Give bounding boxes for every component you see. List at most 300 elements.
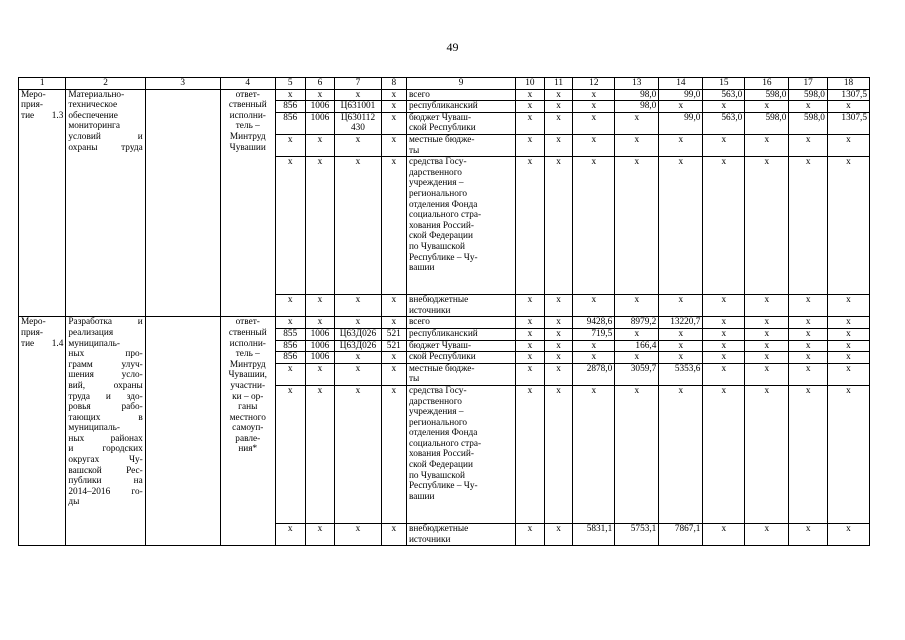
year-value: x <box>516 363 545 385</box>
year-value: x <box>544 363 573 385</box>
year-value: x <box>516 352 545 364</box>
year-value: x <box>516 112 545 134</box>
year-value: x <box>544 112 573 134</box>
year-value: x <box>659 134 703 156</box>
budget-code-c8: x <box>381 363 406 385</box>
budget-code-c5: x <box>275 295 305 317</box>
budget-code-c5: 856 <box>275 340 305 352</box>
year-value: x <box>789 363 828 385</box>
year-value: x <box>789 385 828 523</box>
responsible-executor-line: исполни- <box>229 338 266 349</box>
measure-title <box>66 89 145 317</box>
year-value: x <box>745 157 789 295</box>
year-value: 3059,7 <box>615 363 659 385</box>
year-value: 98,0 <box>615 101 659 113</box>
measure-title-line: ровья рабо- <box>68 402 143 413</box>
year-value: 5831,1 <box>573 523 615 545</box>
year-value: 598,0 <box>745 112 789 134</box>
funding-source <box>406 157 515 295</box>
year-value: 2878,0 <box>573 363 615 385</box>
header-row <box>19 78 870 90</box>
year-value: 5353,6 <box>659 363 703 385</box>
responsible-executor-line: ки – ор- <box>232 391 264 402</box>
year-value: x <box>703 340 745 352</box>
responsible-executor-line: равле- <box>235 433 261 444</box>
measure-title-line: мониторинга <box>68 121 121 132</box>
year-value: x <box>745 317 789 329</box>
column-number: 17 <box>789 78 828 90</box>
budget-code-c5: 856 <box>275 112 305 134</box>
year-value: x <box>703 157 745 295</box>
funding-source-line: учреждения – <box>408 407 464 418</box>
funding-source <box>406 101 515 113</box>
budget-code-c6: x <box>305 295 335 317</box>
measure-title-line: вий, охраны <box>68 380 143 391</box>
year-value: x <box>703 134 745 156</box>
funding-source <box>406 352 515 364</box>
year-value: x <box>659 328 703 340</box>
funding-source-line: внебюджетные <box>408 295 469 306</box>
budget-code-c8: x <box>381 317 406 329</box>
funding-source <box>406 89 515 101</box>
budget-code-c7: Ц630112 430 <box>335 112 381 134</box>
year-value: x <box>827 340 869 352</box>
column-number: 16 <box>745 78 789 90</box>
budget-table <box>18 77 870 546</box>
measure-title-line: публики на <box>68 476 143 487</box>
budget-code-c7: x <box>335 134 381 156</box>
responsible-executor-line: Минтруд <box>229 131 266 142</box>
budget-code-c6: x <box>305 363 335 385</box>
year-value: x <box>573 340 615 352</box>
funding-source-line: источники <box>408 305 451 316</box>
funding-source <box>406 112 515 134</box>
responsible-executor-line: Минтруд <box>229 359 266 370</box>
column-number: 3 <box>145 78 220 90</box>
budget-code-c7: x <box>335 363 381 385</box>
budget-code-c8: x <box>381 101 406 113</box>
responsible-executor-line: ганы <box>238 402 258 413</box>
year-value: x <box>703 101 745 113</box>
budget-code-c8: x <box>381 134 406 156</box>
measure-title-line: труда и здо- <box>68 391 143 402</box>
year-value: 98,0 <box>615 89 659 101</box>
funding-source-line: ской Республики <box>408 352 476 363</box>
year-value: x <box>659 340 703 352</box>
measure-number-line: тие 1.3 <box>21 110 64 121</box>
measure-title-line: 2014–2016 го- <box>68 486 143 497</box>
budget-code-c8: x <box>381 157 406 295</box>
budget-code-c7: Ц63Д026 <box>335 340 381 352</box>
measure-title-line: ных про- <box>68 349 143 360</box>
year-value: x <box>573 385 615 523</box>
column-number: 13 <box>615 78 659 90</box>
year-value: x <box>544 523 573 545</box>
budget-code-c5: x <box>275 363 305 385</box>
column-number: 1 <box>19 78 66 90</box>
responsible-executor-line: ственный <box>228 327 267 338</box>
funding-source-line: по Чувашской <box>408 470 465 481</box>
year-value: x <box>615 134 659 156</box>
year-value: x <box>615 112 659 134</box>
funding-source-line: бюджет Чуваш- <box>408 340 472 351</box>
budget-code-c5: x <box>275 134 305 156</box>
responsible-executor-line: ственный <box>228 100 267 111</box>
measure-number-line: прия- <box>21 100 43 111</box>
responsible-executor-line: ответ- <box>235 317 260 328</box>
year-value: x <box>659 157 703 295</box>
year-value: x <box>789 352 828 364</box>
year-value: x <box>516 328 545 340</box>
year-value: x <box>789 317 828 329</box>
year-value: x <box>703 352 745 364</box>
funding-source-line: по Чувашской <box>408 241 465 252</box>
funding-source <box>406 385 515 523</box>
budget-code-c6: 1006 <box>305 340 335 352</box>
year-value: x <box>827 317 869 329</box>
year-value: x <box>745 134 789 156</box>
year-value: x <box>573 89 615 101</box>
year-value: x <box>615 157 659 295</box>
budget-code-c7: x <box>335 523 381 545</box>
year-value: x <box>659 295 703 317</box>
funding-source-line: местные бюдже- <box>408 363 475 374</box>
responsible-executor-line: ответ- <box>235 89 260 100</box>
budget-code-c7: x <box>335 295 381 317</box>
responsible-executor-line: Чувашии <box>229 142 266 153</box>
funding-source-line: хования Россий- <box>408 220 474 231</box>
budget-code-c7: x <box>335 317 381 329</box>
year-value: x <box>789 340 828 352</box>
measure-title-line: техническое <box>68 100 118 111</box>
year-value: x <box>789 523 828 545</box>
funding-source-line: социального стра- <box>408 438 482 449</box>
empty-cell <box>145 89 220 317</box>
year-value: x <box>789 157 828 295</box>
year-value: x <box>789 134 828 156</box>
year-value: x <box>544 295 573 317</box>
funding-source <box>406 363 515 385</box>
year-value: x <box>615 352 659 364</box>
budget-code-c6: 1006 <box>305 328 335 340</box>
budget-code-c7: x <box>335 352 381 364</box>
year-value: x <box>703 523 745 545</box>
measure-title-line: Разработка и <box>68 317 143 328</box>
responsible-executor-line: ния* <box>238 444 258 455</box>
year-value: x <box>544 317 573 329</box>
year-value: x <box>516 101 545 113</box>
budget-code-c5: x <box>275 385 305 523</box>
budget-code-c5: 856 <box>275 352 305 364</box>
measure-title-line: муниципаль- <box>68 338 120 349</box>
budget-code-c6: x <box>305 385 335 523</box>
budget-code-c5: 856 <box>275 101 305 113</box>
year-value: x <box>516 89 545 101</box>
funding-source-line: местные бюдже- <box>408 134 475 145</box>
funding-source <box>406 523 515 545</box>
funding-source-line: вашии <box>408 491 435 502</box>
year-value: x <box>544 352 573 364</box>
year-value: x <box>827 157 869 295</box>
year-value: 1307,5 <box>827 112 869 134</box>
column-number: 7 <box>335 78 381 90</box>
responsible-executor-line: тель – <box>235 349 260 360</box>
funding-source-line: регионального <box>408 188 468 199</box>
responsible-executor-line: Чувашии, <box>228 370 268 381</box>
funding-source-line: источники <box>408 534 451 545</box>
column-number: 8 <box>381 78 406 90</box>
year-value: x <box>516 295 545 317</box>
column-number: 14 <box>659 78 703 90</box>
measure-title-line: ды <box>68 497 80 508</box>
year-value: x <box>544 89 573 101</box>
year-value: x <box>827 385 869 523</box>
year-value: x <box>827 295 869 317</box>
year-value: x <box>659 101 703 113</box>
budget-code-c6: 1006 <box>305 101 335 113</box>
year-value: x <box>703 317 745 329</box>
year-value: 7867,1 <box>659 523 703 545</box>
column-number: 11 <box>544 78 573 90</box>
year-value: 166,4 <box>615 340 659 352</box>
year-value: x <box>827 101 869 113</box>
budget-code-c8: x <box>381 352 406 364</box>
budget-code-c7: Ц63Д026 <box>335 328 381 340</box>
funding-source-line: дарственного <box>408 167 462 178</box>
year-value: x <box>745 363 789 385</box>
measure-title-line: условий и <box>68 131 143 142</box>
budget-code-c6: 1006 <box>305 112 335 134</box>
funding-source-line: Республике – Чу- <box>408 252 478 263</box>
year-value: x <box>659 352 703 364</box>
year-value: 8979,2 <box>615 317 659 329</box>
budget-code-c8: x <box>381 295 406 317</box>
column-number: 2 <box>66 78 145 90</box>
responsible-executor <box>220 317 275 546</box>
measure-number-line: прия- <box>21 327 43 338</box>
measure-number <box>19 89 66 317</box>
funding-source-line: республиканский <box>408 328 478 339</box>
measure-title-line: обеспечение <box>68 110 118 121</box>
budget-code-c8: x <box>381 89 406 101</box>
year-value: x <box>573 101 615 113</box>
funding-source-line: хования Россий- <box>408 449 474 460</box>
funding-source-line: отделения Фонда <box>408 428 478 439</box>
year-value: 598,0 <box>789 112 828 134</box>
measure-title-line: муниципаль- <box>68 423 120 434</box>
funding-source <box>406 340 515 352</box>
budget-code-c6: x <box>305 89 335 101</box>
year-value: x <box>516 340 545 352</box>
budget-code-c7: x <box>335 89 381 101</box>
year-value: x <box>827 134 869 156</box>
measure-title-line: Материально- <box>68 89 125 100</box>
year-value: x <box>745 340 789 352</box>
measure-number-line: тие 1.4 <box>21 338 64 349</box>
funding-source-line: республиканский <box>408 101 478 112</box>
year-value: x <box>544 134 573 156</box>
responsible-executor-line: участни- <box>230 380 266 391</box>
funding-source-line: средства Госу- <box>408 157 467 168</box>
budget-code-c7: Ц631001 <box>335 101 381 113</box>
measure-title-line: вашской Рес- <box>68 465 143 476</box>
year-value: x <box>573 295 615 317</box>
column-number: 10 <box>516 78 545 90</box>
funding-source <box>406 328 515 340</box>
budget-code-c6: 1006 <box>305 352 335 364</box>
funding-source <box>406 134 515 156</box>
column-number: 15 <box>703 78 745 90</box>
year-value: x <box>516 157 545 295</box>
funding-source-line: ты <box>408 145 420 156</box>
year-value: x <box>573 352 615 364</box>
year-value: x <box>544 328 573 340</box>
year-value: x <box>615 385 659 523</box>
responsible-executor-line: тель – <box>235 121 260 132</box>
measure-number-line: Меро- <box>21 89 46 100</box>
budget-code-c5: 855 <box>275 328 305 340</box>
budget-code-c6: x <box>305 134 335 156</box>
budget-code-c5: x <box>275 317 305 329</box>
measure-title-line: и городских <box>68 444 143 455</box>
year-value: x <box>544 101 573 113</box>
column-number: 9 <box>406 78 515 90</box>
funding-source-line: ской Федерации <box>408 460 473 471</box>
measure-title-line: охраны труда <box>68 142 143 153</box>
year-value: x <box>544 157 573 295</box>
budget-code-c5: x <box>275 523 305 545</box>
budget-code-c5: x <box>275 89 305 101</box>
measure-number <box>19 317 66 546</box>
measure-title-line: тающих в <box>68 412 143 423</box>
year-value: x <box>827 328 869 340</box>
responsible-executor-line: исполни- <box>229 110 266 121</box>
measure-title-line: реализация <box>68 327 114 338</box>
responsible-executor-line: местного <box>229 412 266 423</box>
column-number: 12 <box>573 78 615 90</box>
year-value: x <box>789 295 828 317</box>
measure-title-line: грамм улуч- <box>68 359 143 370</box>
responsible-executor-line: самоуп- <box>232 423 264 434</box>
funding-source-line: ской Республики <box>408 123 476 134</box>
budget-code-c8: 521 <box>381 340 406 352</box>
year-value: 719,5 <box>573 328 615 340</box>
table-row <box>19 317 870 329</box>
year-value: x <box>573 134 615 156</box>
year-value: 598,0 <box>745 89 789 101</box>
page-number: 49 <box>446 40 459 54</box>
year-value: x <box>827 363 869 385</box>
year-value: x <box>789 101 828 113</box>
budget-code-c7: x <box>335 157 381 295</box>
year-value: x <box>544 340 573 352</box>
year-value: x <box>745 352 789 364</box>
year-value: x <box>827 352 869 364</box>
measure-title-line: ных районах <box>68 433 143 444</box>
year-value: x <box>703 385 745 523</box>
year-value: x <box>615 328 659 340</box>
year-value: x <box>659 385 703 523</box>
year-value: x <box>789 328 828 340</box>
year-value: 563,0 <box>703 112 745 134</box>
year-value: x <box>745 101 789 113</box>
funding-source-line: всего <box>408 317 430 328</box>
budget-code-c6: x <box>305 523 335 545</box>
empty-cell <box>145 317 220 546</box>
budget-code-c8: x <box>381 523 406 545</box>
year-value: x <box>573 112 615 134</box>
funding-source-line: ской Федерации <box>408 231 473 242</box>
budget-code-c6: x <box>305 157 335 295</box>
year-value: 9428,6 <box>573 317 615 329</box>
funding-source-line: средства Госу- <box>408 385 467 396</box>
budget-code-c8: x <box>381 112 406 134</box>
column-number: 6 <box>305 78 335 90</box>
year-value: x <box>544 385 573 523</box>
funding-source-line: социального стра- <box>408 210 482 221</box>
year-value: 1307,5 <box>827 89 869 101</box>
year-value: x <box>615 295 659 317</box>
year-value: x <box>703 295 745 317</box>
year-value: 99,0 <box>659 89 703 101</box>
table-row <box>19 89 870 101</box>
funding-source <box>406 317 515 329</box>
budget-code-c8: x <box>381 385 406 523</box>
funding-source-line: отделения Фонда <box>408 199 478 210</box>
funding-source-line: бюджет Чуваш- <box>408 112 472 123</box>
measure-number-line: Меро- <box>21 317 46 328</box>
year-value: x <box>827 523 869 545</box>
year-value: 13220,7 <box>659 317 703 329</box>
budget-code-c6: x <box>305 317 335 329</box>
funding-source-line: Республике – Чу- <box>408 481 478 492</box>
column-number: 5 <box>275 78 305 90</box>
funding-source-line: учреждения – <box>408 178 464 189</box>
year-value: 99,0 <box>659 112 703 134</box>
year-value: x <box>516 317 545 329</box>
year-value: x <box>516 523 545 545</box>
funding-source-line: вашии <box>408 263 435 274</box>
year-value: x <box>745 295 789 317</box>
year-value: 5753,1 <box>615 523 659 545</box>
year-value: x <box>745 328 789 340</box>
year-value: x <box>703 328 745 340</box>
funding-source-line: внебюджетные <box>408 523 469 534</box>
column-number: 18 <box>827 78 869 90</box>
year-value: x <box>745 523 789 545</box>
budget-code-c7: x <box>335 385 381 523</box>
funding-source-line: ты <box>408 374 420 385</box>
funding-source-line: регионального <box>408 417 468 428</box>
funding-source-line: всего <box>408 89 430 100</box>
year-value: x <box>516 134 545 156</box>
responsible-executor <box>220 89 275 317</box>
funding-source <box>406 295 515 317</box>
year-value: x <box>745 385 789 523</box>
year-value: 563,0 <box>703 89 745 101</box>
funding-source-line: дарственного <box>408 396 462 407</box>
year-value: x <box>703 363 745 385</box>
measure-title-line: шения усло- <box>68 370 143 381</box>
year-value: x <box>516 385 545 523</box>
budget-code-c8: 521 <box>381 328 406 340</box>
budget-code-c5: x <box>275 157 305 295</box>
measure-title-line: округах Чу- <box>68 455 143 466</box>
column-number: 4 <box>220 78 275 90</box>
year-value: x <box>573 157 615 295</box>
year-value: 598,0 <box>789 89 828 101</box>
measure-title <box>66 317 145 546</box>
